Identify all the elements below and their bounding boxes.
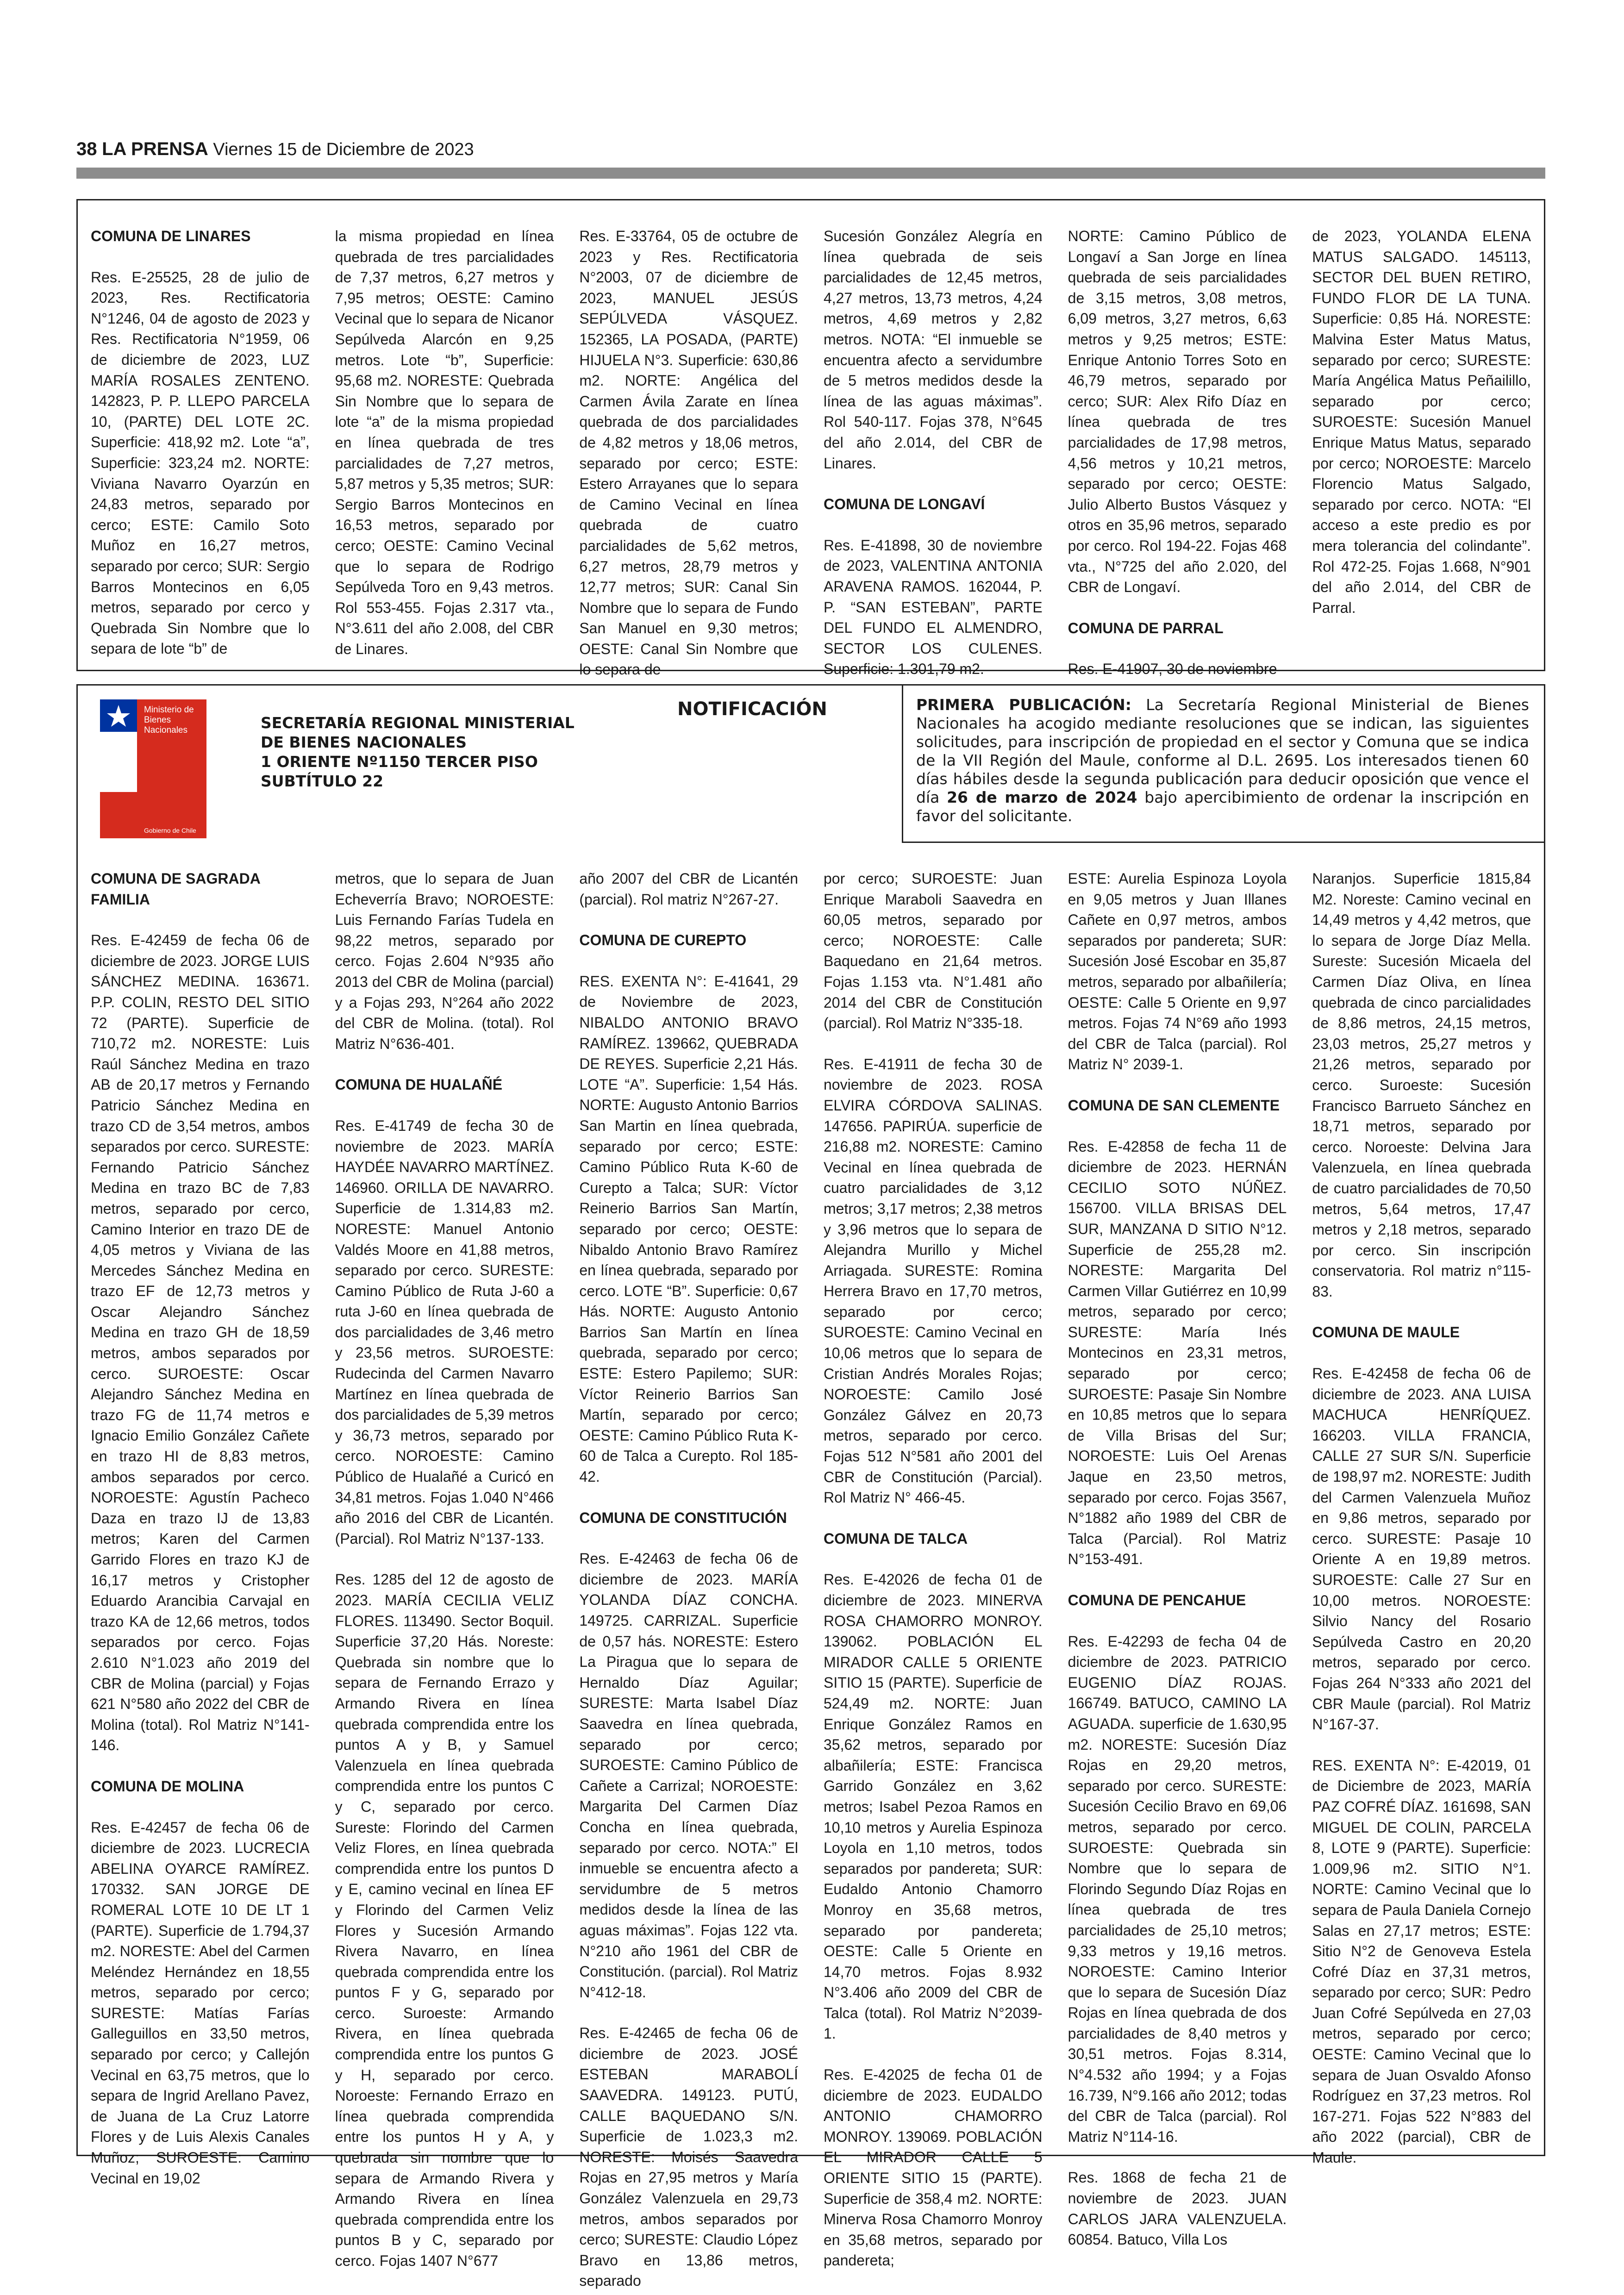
bottom-column-5 [1068, 868, 1287, 2291]
notification-box [76, 684, 1545, 2289]
issue-date: Viernes 15 de Diciembre de 2023 [213, 140, 474, 159]
page-header [76, 139, 474, 160]
ministry-line-4: SUBTÍTULO 22 [261, 772, 384, 790]
heading-hualane: COMUNA DE HUALAÑÉ [335, 1076, 503, 1093]
notice-text: Res. E-42025 de fecha 01 de diciembre de 2023. EUDALDO ANTONIO CHAMORRO MONROY. 139069. POBLACIÓN EL MIRADOR CALLE 5 ORIENTE SITIO 15 (PARTE). Superficie de 358,4 m2. NORTE: Minerva Rosa Chamorro Monroy en 35,68 metros, separado por pandereta; [823, 2066, 1043, 2269]
notification-title: NOTIFICACIÓN [677, 698, 827, 720]
ministry-line-1: SECRETARÍA REGIONAL MINISTERIAL [261, 714, 575, 732]
ministry-line-3: 1 ORIENTE Nº1150 TERCER PISO [261, 753, 538, 771]
heading-molina: COMUNA DE MOLINA [91, 1777, 244, 1795]
header-rule [76, 168, 1545, 179]
notice-text: RES. EXENTA N°: E-42019, 01 de Diciembre de 2023, MARÍA PAZ COFRÉ DÍAZ. 161698, SAN MIGUEL DE COLIN, PARCELA 8, LOTE 9 (PARTE). Superficie: 1.009,96 m2. SITIO N°1. NORTE: Camino Vecinal que lo separa de Paula Daniela Cornejo Salas en 27,17 metros; ESTE: Sitio N°2 de Genoveva Estela Cofré Díaz en 37,31 metros, separado por cerco; SUR: Pedro Juan Cofré Sepúlveda en 27,03 metros, separado por cerco; OESTE: Camino Vecinal que lo separa de Juan Osvaldo Afonso Rodríguez en 37,23 metros. Rol 167-271. Fojas 522 N°883 del año 2022 (parcial), CBR de Maule. [1312, 1757, 1531, 2166]
notice-text: Res. E-42459 de fecha 06 de diciembre de 2023. JORGE LUIS SÁNCHEZ MEDINA. 163671. P.P. COLIN, RESTO DEL SITIO 72 (PARTE). Superficie de 710,72 m2. NORESTE: Luis Raúl Sánchez Medina en trazo AB de 20,17 metros y Fernando Patricio Sánchez Medina en trazo CD de 3,54 metros, ambos separados por cerco. SURESTE: Fernando Patricio Sánchez Medina en trazo BC de 7,83 metros, separado por cerco, Camino Interior en trazo DE de 4,05 metros y Viviana de las Mercedes Sánchez Medina en trazo EF de 12,73 metros y Oscar Alejandro Sánchez Medina en trazo GH de 18,59 metros, ambos separados por cerco. SUROESTE: Oscar Alejandro Sánchez Medina en trazo FG de 11,74 metros e Ignacio Emilio González Cañete en trazo HI de 8,83 metros, ambos separados por cerco. NOROESTE: Agustín Pacheco Daza en trazo IJ de 13,83 metros; Karen del Carmen Garrido Flores en trazo KJ de 16,17 metros y Cristopher Eduardo Arancibia Carvajal en trazo KA de 12,66 metros, todos separados por cerco. Fojas 2.610 N°1.023 año 2019 del CBR de Molina (parcial) y Fojas 621 N°580 año 2022 del CBR de Molina (total). Rol Matriz N°141-146. [91, 932, 310, 1754]
notice-text: Res. 1868 de fecha 21 de noviembre de 2023. JUAN CARLOS JARA VALENZUELA. 60854. Batuco, Villa Los [1068, 2169, 1287, 2248]
logo-text-2: Bienes [144, 715, 171, 725]
top-column-3 [579, 226, 798, 680]
publication-text-1: La Secretaría Regional Ministerial de Bienes Nacionales ha acogido mediante resoluciones que se indican, las siguientes solicitudes, para inscripción de propiedad en el sector y Comuna que se indica de la VII Región del Maule, conforme al D.L. 2695. Los interesados tienen 60 días hábiles desde la segunda publicación para deducir oposición que vence el día [916, 696, 1530, 806]
heading-curepto: COMUNA DE CUREPTO [579, 932, 747, 949]
notice-text: metros, que lo separa de Juan Echeverría Bravo; NOROESTE: Luis Fernando Farías Tudela en 98,22 metros, separado por cerco. Fojas 2.604 N°935 año 2013 del CBR de Molina (parcial) y a Fojas 293, N°264 año 2022 del CBR de Molina. (total). Rol Matriz N°636-401. [335, 870, 554, 1052]
bottom-column-6 [1312, 868, 1531, 2291]
heading-constitucion: COMUNA DE CONSTITUCIÓN [579, 1509, 787, 1526]
ministry-address [261, 713, 700, 791]
top-column-1 [91, 226, 310, 680]
notice-text: ESTE: Aurelia Espinoza Loyola en 9,05 metros y Juan Illanes Cañete en 0,97 metros, ambos separados por pandereta; SUR: Sucesión José Escobar en 35,87 metros, separado por albañilería; OESTE: Calle 5 Oriente en 9,97 metros. Fojas 74 N°69 año 1993 del CBR de Talca (parcial). Rol Matriz N° 2039-1. [1068, 870, 1287, 1073]
notice-text: Res. E-25525, 28 de julio de 2023, Res. Rectificatoria N°1246, 04 de agosto de 2023 y Res. Rectificatoria N°1959, 06 de diciembre de 2023, LUZ MARÍA ROSALES ZENTENO. 142823, P. P. LLEPO PARCELA 10, (PARTE) DEL LOTE 2C. Superficie: 418,92 m2. Lote “a”, Superficie: 323,24 m2. NORTE: Viviana Navarro Oyarzún en 24,83 metros, separado por cerco; ESTE: Camilo Soto Muñoz en 16,27 metros, separado por cerco; SUR: Sergio Barros Montecinos en 6,05 metros, separado por cerco y Quebrada Sin Nombre que lo separa de lote “b” de [91, 268, 310, 657]
notice-text: RES. EXENTA N°: E-41641, 29 de Noviembre de 2023, NIBALDO ANTONIO BRAVO RAMÍREZ. 139662, QUEBRADA DE REYES. Superficie 2,21 Hás. LOTE “A”. Superficie: 1,54 Hás. NORTE: Augusto Antonio Barrios San Martin en línea quebrada, separado por cerco; ESTE: Camino Público Ruta K-60 de Curepto a Talca; SUR: Víctor Reinerio Barrios San Martín, separado por cerco; OESTE: Nibaldo Antonio Bravo Ramírez en línea quebrada, separado por cerco. LOTE “B”. Superficie: 0,67 Hás. NORTE: Augusto Antonio Barrios San Martín en línea quebrada, separado por cerco; ESTE: Estero Papilemo; SUR: Víctor Reinerio Barrios San Martín, separado por cerco; OESTE: Camino Público Ruta K-60 de Talca a Curepto. Rol 185-42. [579, 973, 798, 1485]
notice-text: Res. E-42858 de fecha 11 de diciembre de 2023. HERNÁN CECILIO SOTO NÚÑEZ. 156700. VILLA BRISAS DEL SUR, MANZANA D SITIO N°12. Superficie de 255,28 m2. NORESTE: Margarita Del Carmen Villar Gutiérrez en 10,99 metros, separado por cerco; SURESTE: María Inés Montecinos en 23,31 metros, separado por cerco; SUROESTE: Pasaje Sin Nombre en 10,85 metros que lo separa de Villa Brisas del Sur; NOROESTE: Luis Oel Arenas Jaque en 23,50 metros, separado por cerco. Fojas 3567, N°1882 año 1989 del CBR de Talca (Parcial). Rol Matriz N°153-491. [1068, 1138, 1287, 1568]
ministry-line-2: DE BIENES NACIONALES [261, 733, 467, 751]
notice-text: Res. E-42463 de fecha 06 de diciembre de 2023. MARÍA YOLANDA DÍAZ CONCHA. 149725. CARRIZAL. Superficie de 0,57 hás. NORESTE: Estero La Piragua que lo separa de Hernaldo Díaz Aguilar; SURESTE: Marta Isabel Díaz Saavedra en línea quebrada, separado por cerco; SUROESTE: Camino Público de Cañete a Carrizal; NOROESTE: Margarita Del Carmen Díaz Concha en línea quebrada, separado por cerco. NOTA:” El inmueble se encuentra afecto a servidumbre de 5 metros medidos desde la línea de las aguas máximas”. Fojas 122 vta. N°210 año 1961 del CBR de Constitución. (parcial). Rol Matriz N°412-18. [579, 1550, 798, 2001]
publication-text-2: bajo apercibimiento de ordenar la inscripción en favor del solicitante. [916, 788, 1530, 825]
logo-white-band [100, 732, 137, 792]
publication-notice [902, 686, 1544, 843]
notice-text: por cerco; SUROESTE: Juan Enrique Maraboli Saavedra en 60,05 metros, separado por cerco; NOROESTE: Calle Baquedano en 21,64 metros. Fojas 1.153 vta. N°1.481 año 2014 del CBR de Constitución (parcial). Rol Matriz N°335-18. [823, 870, 1043, 1032]
notice-text: Res. E-41898, 30 de noviembre de 2023, VALENTINA ANTONIA ARAVENA RAMOS. 162044, P. P. “SAN ESTEBAN”, PARTE DEL FUNDO EL ALMENDRO, SECTOR LOS CULENES. Superficie: 1.301,79 m2. [823, 536, 1043, 678]
notice-text: NORTE: Camino Público de Longaví a San Jorge en línea quebrada de seis parcialidades de 3,15 metros, 3,08 metros, 6,09 metros, 3,27 metros, 6,63 metros y 9,25 metros; ESTE: Enrique Antonio Torres Soto en 46,79 metros, separado por cerco; SUR: Alex Rifo Díaz en línea quebrada de tres parcialidades de 17,98 metros, 4,56 metros y 10,21 metros, separado por cerco; OESTE: Julio Alberto Bustos Vásquez y otros en 35,96 metros, separado por cerco. Rol 194-22. Fojas 468 vta., N°725 del año 2.020, del CBR de Longaví. [1068, 228, 1287, 596]
top-notices-columns [91, 226, 1531, 678]
notice-text: Sucesión González Alegría en línea quebrada de seis parcialidades de 12,45 metros, 4,27 metros, 13,73 metros, 4,24 metros, 4,69 metros y 2,82 metros. NOTA: “El inmueble se encuentra afecto a servidumbre de 5 metros medidos desde la línea de las aguas máximas”. Rol 540-117. Fojas 378, N°645 del año 2.014, del CBR de Linares. [823, 228, 1043, 472]
bottom-column-3 [579, 868, 798, 2291]
bottom-column-4 [824, 868, 1043, 2291]
notice-text: Res. E-41907, 30 de noviembre [1068, 661, 1277, 678]
newspaper-name: LA PRENSA [102, 139, 208, 159]
notice-text: año 2007 del CBR de Licantén (parcial). Rol matriz N°267-27. [579, 870, 798, 908]
heading-sagrada-familia: COMUNA DE SAGRADA FAMILIA [91, 870, 260, 908]
ministry-logo [100, 699, 206, 838]
heading-linares: COMUNA DE LINARES [91, 228, 251, 244]
notice-text: Res. E-41911 de fecha 30 de noviembre de 2023. ROSA ELVIRA CÓRDOVA SALINAS. 147656. PAPIRÚA. superficie de 216,88 m2. NORESTE: Camino Vecinal en línea quebrada de cuatro parcialidades de 3,12 metros; 3,17 metros; 2,38 metros y 3,96 metros que lo separa de Alejandra Murillo y Michel Arriagada. SURESTE: Romina Herrera Bravo en 17,70 metros, separado por cerco; SUROESTE: Camino Vecinal en 10,06 metros que lo separa de Cristian Andrés Morales Rojas; NOROESTE: Camilo José González Gálvez en 20,73 metros, separado por cerco. Fojas 512 N°581 año 2001 del CBR de Constitución (Parcial). Rol Matriz N° 466-45. [823, 1055, 1043, 1506]
heading-parral: COMUNA DE PARRAL [1068, 619, 1224, 636]
notice-text: Res. E-42026 de fecha 01 de diciembre de 2023. MINERVA ROSA CHAMORRO MONROY. 139062. POBLACIÓN EL MIRADOR CALLE 5 ORIENTE SITIO 15 (PARTE). Superficie de 524,49 m2. NORTE: Juan Enrique González Ramos en 35,62 metros, separado por albañilería; ESTE: Francisca Garrido González en 3,62 metros; Isabel Pezoa Ramos en 10,10 metros y Aurelia Espinoza Loyola en 1,10 metros, todos separados por pandereta; SUR: Eudaldo Antonio Chamorro Monroy en 35,68 metros, separado por pandereta; OESTE: Calle 5 Oriente en 14,70 metros. Fojas 8.932 N°3.406 año 2009 del CBR de Talca (total). Rol Matriz N°2039-1. [823, 1571, 1043, 2042]
notice-text: Res. E-42465 de fecha 06 de diciembre de 2023. JOSÉ ESTEBAN MARABOLÍ SAAVEDRA. 149123. PUTÚ, CALLE BAQUEDANO S/N. Superficie de 1.023,3 m2. NORESTE: Moisés Saavedra Rojas en 27,95 metros y María González Valenzuela en 29,73 metros, ambos separados por cerco; SURESTE: Claudio López Bravo en 13,86 metros, separado [579, 2025, 798, 2289]
notice-text: Res. E-42458 de fecha 06 de diciembre de 2023. ANA LUISA MACHUCA HENRÍQUEZ. 166203. VILLA FRANCIA, CALLE 27 SUR S/N. Superficie de 198,97 m2. NORESTE: Judith del Carmen Valenzuela Muñoz en 9,86 metros, separado por cerco. SURESTE: Pasaje 10 Oriente A en 19,89 metros. SUROESTE: Calle 27 Sur en 10,00 metros. NOROESTE: Silvio Nancy del Rosario Sepúlveda Castro en 20,20 metros, separado por cerco. Fojas 264 N°333 año 2021 del CBR Maule (parcial). Rol Matriz N°167-37. [1312, 1365, 1531, 1733]
heading-longavi: COMUNA DE LONGAVÍ [823, 496, 985, 513]
bottom-column-2 [335, 868, 554, 2291]
page-number: 38 [76, 139, 97, 159]
logo-text-1: Ministerio de [144, 705, 194, 715]
heading-maule: COMUNA DE MAULE [1312, 1324, 1460, 1341]
publication-label: PRIMERA PUBLICACIÓN: [916, 696, 1131, 714]
notice-text: Res. E-33764, 05 de octubre de 2023 y Res. Rectificatoria N°2003, 07 de diciembre de 2023, MANUEL JESÚS SEPÚLVEDA VÁSQUEZ. 152365, LA POSADA, (PARTE) HIJUELA N°3. Superficie: 630,86 m2. NORTE: Angélica del Carmen Ávila Zarate en línea quebrada de dos parcialidades de 4,82 metros y 18,06 metros, separado por cerco; ESTE: Estero Arrayanes que lo separa de Camino Vecinal en línea quebrada de cuatro parcialidades de 5,62 metros, 6,27 metros, 28,79 metros y 12,77 metros; SUR: Canal Sin Nombre que lo separa de Fundo San Manuel en 9,30 metros; OESTE: Canal Sin Nombre que lo separa de [579, 228, 798, 678]
notice-text: Res. E-42293 de fecha 04 de diciembre de 2023. PATRICIO EUGENIO DÍAZ ROJAS. 166749. BATUCO, CAMINO LA AGUADA. superficie de 1.630,95 m2. NORESTE: Sucesión Díaz Rojas en 29,20 metros, separado por cerco. SURESTE: Sucesión Cecilio Bravo en 69,06 metros, separado por cerco. SUROESTE: Quebrada sin Nombre que lo separa de Florindo Segundo Díaz Rojas en línea quebrada de tres parcialidades de 25,10 metros; 9,33 metros y 19,16 metros. NOROESTE: Camino Interior que lo separa de Sucesión Díaz Rojas en línea quebrada de dos parcialidades de 8,40 metros y 30,51 metros. Fojas 8.314, N°4.532 año 1994; y a Fojas 16.739, N°9.166 año 2012; todas del CBR de Talca (parcial). Rol Matriz N°114-16. [1068, 1633, 1287, 2145]
top-notices-box [76, 199, 1545, 678]
notice-text: Naranjos. Superficie 1815,84 M2. Noreste: Camino vecinal en 14,49 metros y 4,42 metros, que lo separa de Jorge Díaz Mella. Sureste: Sucesión Micaela del Carmen Díaz Oliva, en línea quebrada de cinco parcialidades de 8,86 metros, 24,15 metros, 23,03 metros, 25,27 metros y 21,26 metros, separado por cerco. Suroeste: Sucesión Francisco Barrueto Sánchez en 18,71 metros, separado por cerco. Noroeste: Delvina Jara Valenzuela, en línea quebrada de cuatro parcialidades de 70,50 metros, 5,64 metros, 17,47 metros y 2,18 metros, separado por cerco. Sin inscripción conservatoria. Rol matriz n°115-83. [1312, 870, 1531, 1300]
heading-pencahue: COMUNA DE PENCAHUE [1068, 1592, 1246, 1609]
logo-footer: Gobierno de Chile [144, 827, 196, 834]
top-column-2 [335, 226, 554, 680]
notice-text: Res. E-42457 de fecha 06 de diciembre de 2023. LUCRECIA ABELINA OYARCE RAMÍREZ. 170332. SAN JORGE DE ROMERAL LOTE 10 DE LT 1 (PARTE). Superficie de 1.794,37 m2. NORESTE: Abel del Carmen Meléndez Hernández en 18,55 metros, separado por cerco; SURESTE: Matías Farías Galleguillos en 33,50 metros, separado por cerco; y Callejón Vecinal en 63,75 metros, que lo separa de Ingrid Arellano Pavez, de Juana de La Cruz Latorre Flores y de Luis Alexis Canales Muñoz; SUROESTE: Camino Vecinal en 19,02 [91, 1819, 310, 2187]
publication-deadline: 26 de marzo de 2024 [947, 788, 1137, 806]
heading-san-clemente: COMUNA DE SAN CLEMENTE [1068, 1097, 1280, 1114]
heading-talca: COMUNA DE TALCA [823, 1530, 968, 1547]
notice-text: la misma propiedad en línea quebrada de tres parcialidades de 7,37 metros, 6,27 metros y 7,95 metros; OESTE: Camino Vecinal que lo separa de Nicanor Sepúlveda Alarcón en 9,25 metros. Lote “b”, Superficie: 95,68 m2. NORESTE: Quebrada Sin Nombre que lo separa de lote “a” de la misma propiedad en línea quebrada de tres parcialidades de 7,27 metros, 5,87 metros y 5,35 metros; SUR: Sergio Barros Montecinos en 16,53 metros, separado por cerco; OESTE: Camino Vecinal que lo separa de Rodrigo Sepúlveda Toro en 9,43 metros. Rol 553-455. Fojas 2.317 vta., N°3.611 del año 2.008, del CBR de Linares. [335, 228, 554, 657]
top-column-5 [1068, 226, 1287, 680]
logo-text-3: Nacionales [144, 725, 187, 735]
bottom-column-1 [91, 868, 310, 2291]
top-column-6 [1312, 226, 1531, 680]
notice-text: Res. 1285 del 12 de agosto de 2023. MARÍA CECILIA VELIZ FLORES. 113490. Sector Boquil. Superficie 37,20 Hás. Noreste: Quebrada sin nombre que lo separa de Fernando Errazo y Armando Rivera en línea quebrada comprendida entre los puntos A y B, y Samuel Valenzuela en línea quebrada comprendida entre los puntos C y C, separado por cerco. Sureste: Florindo del Carmen Veliz Flores, en línea quebrada comprendida entre los puntos D y E, camino vecinal en línea EF y Florindo del Carmen Veliz Flores y Sucesión Armando Rivera Navarro, en línea quebrada comprendida entre los puntos F y G, separado por cerco. Suroeste: Armando Rivera, en línea quebrada comprendida entre los puntos G y H, separado por cerco. Noroeste: Fernando Errazo en línea quebrada comprendida entre los puntos H y A, y quebrada sin nombre que lo separa de Armando Rivera y Armando Rivera en línea quebrada comprendida entre los puntos B y C, separado por cerco. Fojas 1407 N°677 [335, 1571, 554, 2269]
bottom-notices-columns [91, 868, 1531, 2289]
top-column-4 [824, 226, 1043, 680]
notice-text: de 2023, YOLANDA ELENA MATUS SALGADO. 145113, SECTOR DEL BUEN RETIRO, FUNDO FLOR DE LA TUNA. Superficie: 0,85 Há. NORESTE: Malvina Ester Matus Matus, separado por cerco; SURESTE: María Angélica Matus Peñailillo, separado por cerco; SUROESTE: Sucesión Manuel Enrique Matus Matus, separado por cerco; NOROESTE: Marcelo Florencio Matus Salgado, separado por cerco. NOTA: “El acceso a este predio es por mera tolerancia del colindante”. Rol 472-25. Fojas 1.668, N°901 del año 2.014, del CBR de Parral. [1312, 228, 1531, 616]
notice-text: Res. E-41749 de fecha 30 de noviembre de 2023. MARÍA HAYDÉE NAVARRO MARTÍNEZ. 146960. ORILLA DE NAVARRO. Superficie de 1.314,83 m2. NORESTE: Manuel Antonio Valdés Moore en 41,88 metros, separado por cerco. SURESTE: Camino Público de Ruta J-60 a ruta J-60 en línea quebrada de dos parcialidades de 3,46 metro y 23,56 metros. SUROESTE: Rudecinda del Carmen Navarro Martínez en línea quebrada de dos parcialidades de 5,39 metros y 36,73 metros, separado por cerco. NOROESTE: Camino Público de Hualañé a Curicó en 34,81 metros. Fojas 1.040 N°466 año 2016 del CBR de Licantén. (Parcial). Rol Matriz N°137-133. [335, 1117, 554, 1547]
